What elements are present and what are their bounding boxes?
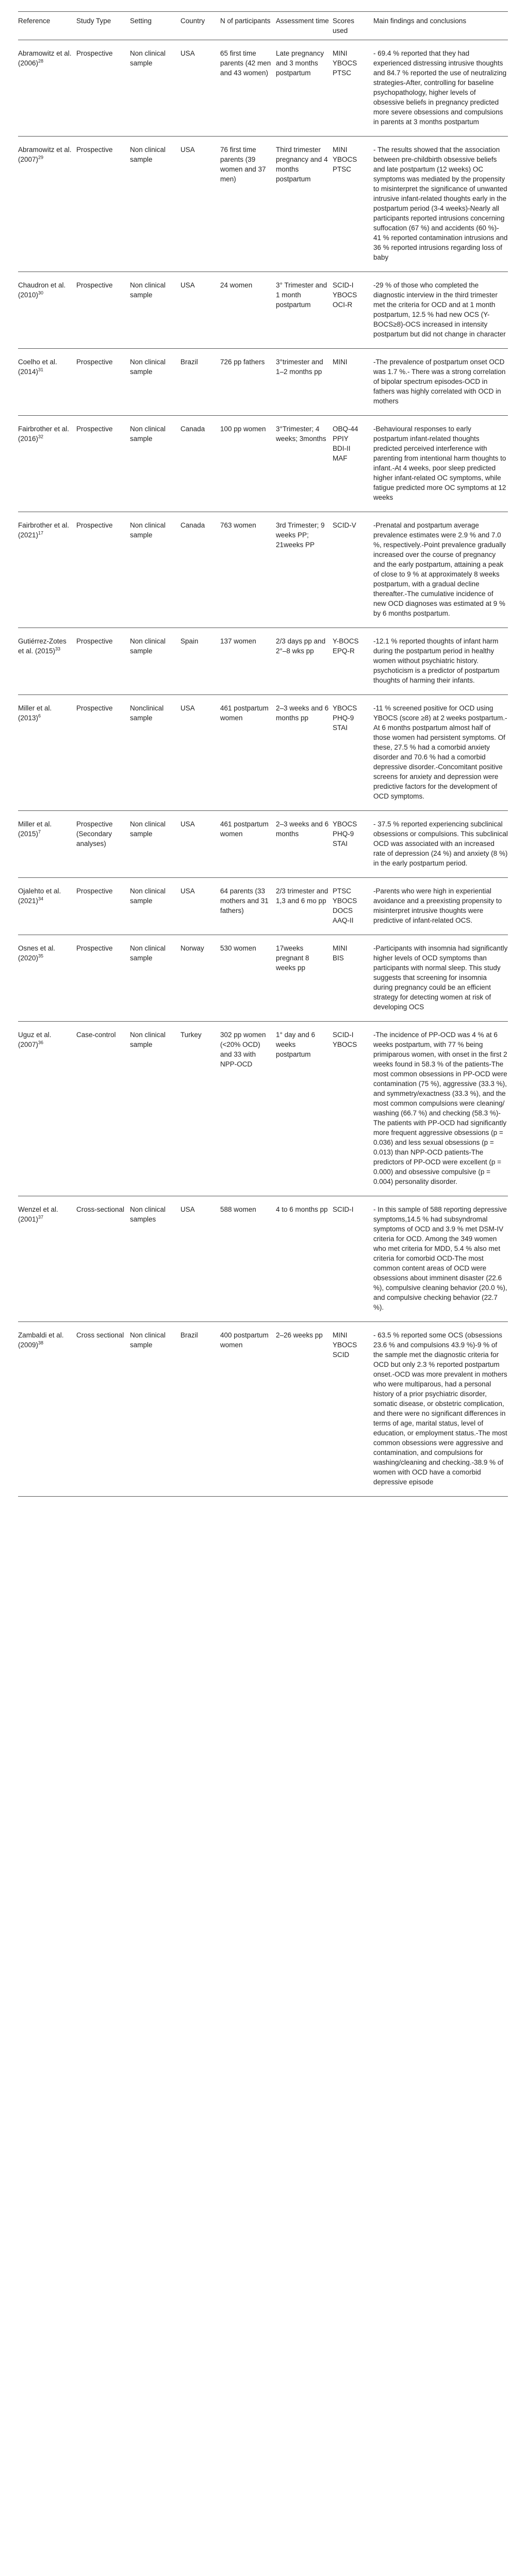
reference-cell xyxy=(18,1322,76,1497)
participants-cell: 302 pp women (<20% OCD) and 33 with NPP-OCD xyxy=(220,1031,266,1068)
reference-cell xyxy=(18,272,76,349)
citation-number: 35 xyxy=(38,953,44,959)
table-row xyxy=(18,416,508,512)
assessment-time-cell: 17weeks pregnant 8 weeks pp xyxy=(276,944,309,972)
column-header: Setting xyxy=(130,12,180,40)
reference-cell xyxy=(18,40,76,137)
country-cell: Brazil xyxy=(180,1331,198,1339)
findings-cell: - In this sample of 588 reporting depressive symptoms,14.5 % had subsyndromal symptoms of OCD and 3.9 % met DSM-IV criteria for OCD. Among the 349 women who met criteria for MDD, 5.4 % also met criteria for comorbid OCD-The most common content areas of OCD were obsessions about imminent disaster (22.6 %), compulsive cleaning behavior (20.0 %), and compulsive checking behavior (22.7 %). xyxy=(373,1206,507,1311)
reference-text: Wenzel et al. (2001) xyxy=(18,1206,58,1223)
score-item: SCID-I xyxy=(333,281,354,289)
participants-cell: 100 pp women xyxy=(220,425,266,433)
findings-cell: -Behavioural responses to early postpartum infant-related thoughts predicted perceived interference with parenting from intentional harm thoughts to infant.-At 4 weeks, poor sleep predicted higher infant-related OC symptoms, while fatigue predicted more OC symptoms at 12 weeks xyxy=(373,425,506,501)
setting-cell: Non clinical sample xyxy=(130,358,166,376)
participants-cell: 76 first time parents (39 women and 37 men) xyxy=(220,146,266,183)
participants-cell: 588 women xyxy=(220,1206,256,1213)
score-item: MAF xyxy=(333,454,348,462)
setting-cell: Non clinical sample xyxy=(130,1331,166,1349)
assessment-time-cell: 4 to 6 months pp xyxy=(276,1206,328,1213)
country-cell: Turkey xyxy=(180,1031,202,1039)
scores-cell xyxy=(333,628,373,695)
score-item: OBQ-44 xyxy=(333,425,358,433)
study-type-cell: Prospective (Secondary analyses) xyxy=(76,820,113,848)
scores-cell xyxy=(333,811,373,878)
scores-cell xyxy=(333,695,373,811)
table-row xyxy=(18,40,508,137)
score-item: BDI-II xyxy=(333,445,351,452)
findings-cell: - 69.4 % reported that they had experienced distressing intrusive thoughts and 84.7 % reported the use of neutralizing strategies-After, controlling for baseline psychopathology, higher levels of obsessive beliefs in pregnancy predicted more severe obsessions and compulsions in parents at 3 months postpartum xyxy=(373,49,507,126)
findings-cell: -Parents who were high in experiential avoidance and a preexisting propensity to misinterpret intrusive thoughts were predictive of infant-related OCS. xyxy=(373,887,502,924)
setting-cell: Non clinical samples xyxy=(130,1206,166,1223)
findings-cell: -11 % screened positive for OCD using YBOCS (score ≥8) at 2 weeks postpartum.-At 6 months postpartum almost half of those women had persistent symptoms. Of these, 27.5 % had a comorbid anxiety disorder and 70.6 % had a comorbid depressive disorder.-Concomitant positive screens for anxiety and depression were predictive factors for the development of OCD symptoms. xyxy=(373,704,507,800)
score-item: YBOCS xyxy=(333,156,357,163)
reference-text: Miller et al. (2013) xyxy=(18,704,52,722)
study-type-cell: Prospective xyxy=(76,887,113,895)
findings-cell: - 63.5 % reported some OCS (obsessions 23.6 % and compulsions 43.9 %)-9 % of the sample met the diagnostic criteria for OCD but only 2.3 % reported postpartum onset.-OCD was more prevalent in mothers who were multiparous, had a personal history of a prior psychiatric disorder, somatic disease, or obstetric complication, and there were no significant differences in terms of age, marital status, level of education, or employment status.-The most common obsessions were aggressive and contamination, and compulsions for washing/cleaning and checking.-38.9 % of women with OCD have a comorbid depressive episode xyxy=(373,1331,507,1486)
assessment-time-cell: 1° day and 6 weeks postpartum xyxy=(276,1031,315,1058)
setting-cell: Non clinical sample xyxy=(130,637,166,655)
assessment-time-cell: 2/3 trimester and 1,3 and 6 mo pp xyxy=(276,887,328,905)
score-item: MINI xyxy=(333,146,348,154)
citation-number: 32 xyxy=(38,434,44,439)
citation-number: 29 xyxy=(38,155,44,160)
score-item: YBOCS xyxy=(333,897,357,905)
reference-cell xyxy=(18,695,76,811)
reference-cell xyxy=(18,349,76,416)
citation-number: 37 xyxy=(38,1214,44,1220)
findings-cell: -12.1 % reported thoughts of infant harm during the postpartum period in healthy women without psychiatric history. psychoticism is a predictor of postpartum thoughts of harming their infants. xyxy=(373,637,500,684)
country-cell: USA xyxy=(180,704,195,712)
country-cell: USA xyxy=(180,887,195,895)
country-cell: USA xyxy=(180,1206,195,1213)
study-type-cell: Prospective xyxy=(76,425,113,433)
reference-cell xyxy=(18,137,76,272)
study-table xyxy=(18,11,508,1497)
score-item: BIS xyxy=(333,954,344,962)
participants-cell: 763 women xyxy=(220,521,256,529)
score-item: MINI xyxy=(333,358,348,366)
findings-cell: -Prenatal and postpartum average prevalence estimates were 2.9 % and 7.0 %, respectively.-Point prevalence gradually increased over the course of pregnancy and the early postpartum, attaining a peak of close to 9 % at approximately 8 weeks postpartum, with a gradual decline thereafter.-The cumulative incidence of new OCD diagnoses was estimated at 9 % by 6 months postpartum. xyxy=(373,521,506,617)
setting-cell: Non clinical sample xyxy=(130,521,166,539)
score-item: YBOCS xyxy=(333,291,357,299)
setting-cell: Non clinical sample xyxy=(130,1031,166,1048)
score-item: DOCS xyxy=(333,907,353,914)
scores-cell xyxy=(333,512,373,628)
assessment-time-cell: 2–3 weeks and 6 months xyxy=(276,820,329,838)
country-cell: Canada xyxy=(180,425,205,433)
citation-number: 38 xyxy=(38,1340,44,1346)
score-item: PHQ-9 xyxy=(333,714,354,722)
reference-cell xyxy=(18,935,76,1022)
table-row xyxy=(18,137,508,272)
scores-cell xyxy=(333,349,373,416)
country-cell: Canada xyxy=(180,521,205,529)
reference-text: Fairbrother et al. (2016) xyxy=(18,425,70,443)
table-row xyxy=(18,935,508,1022)
score-item: MINI xyxy=(333,1331,348,1339)
score-item: SCID-V xyxy=(333,521,356,529)
participants-cell: 137 women xyxy=(220,637,256,645)
reference-cell xyxy=(18,628,76,695)
reference-text: Zambaldi et al. (2009) xyxy=(18,1331,64,1349)
citation-number: 17 xyxy=(38,530,44,536)
scores-cell xyxy=(333,1022,373,1196)
column-header: Assessment time xyxy=(276,12,333,40)
reference-text: Chaudron et al. (2010) xyxy=(18,281,66,299)
column-header: Study Type xyxy=(76,12,130,40)
setting-cell: Non clinical sample xyxy=(130,820,166,838)
score-item: YBOCS xyxy=(333,704,357,712)
citation-number: 33 xyxy=(55,646,61,652)
study-type-cell: Cross sectional xyxy=(76,1331,124,1339)
score-item: PPIY xyxy=(333,435,349,443)
setting-cell: Non clinical sample xyxy=(130,944,166,962)
country-cell: Brazil xyxy=(180,358,198,366)
reference-cell xyxy=(18,1022,76,1196)
study-type-cell: Prospective xyxy=(76,281,113,289)
citation-number: 7 xyxy=(38,829,41,835)
table-row xyxy=(18,878,508,935)
score-item: MINI xyxy=(333,49,348,57)
participants-cell: 64 parents (33 mothers and 31 fathers) xyxy=(220,887,269,914)
reference-text: Gutiérrez-Zotes et al. (2015) xyxy=(18,637,67,655)
scores-cell xyxy=(333,1196,373,1322)
table-row xyxy=(18,1322,508,1497)
study-type-cell: Cross-sectional xyxy=(76,1206,125,1213)
citation-number: 6 xyxy=(38,713,41,719)
study-type-cell: Prospective xyxy=(76,49,113,57)
score-item: OCI-R xyxy=(333,301,353,309)
score-item: Y-BOCS xyxy=(333,637,359,645)
country-cell: USA xyxy=(180,146,195,154)
table-row xyxy=(18,1022,508,1196)
reference-text: Osnes et al. (2020) xyxy=(18,944,56,962)
scores-cell xyxy=(333,416,373,512)
setting-cell: Non clinical sample xyxy=(130,887,166,905)
study-type-cell: Prospective xyxy=(76,146,113,154)
assessment-time-cell: 3°trimester and 1–2 months pp xyxy=(276,358,323,376)
reference-cell xyxy=(18,1196,76,1322)
participants-cell: 400 postpartum women xyxy=(220,1331,269,1349)
table-row xyxy=(18,512,508,628)
score-item: SCID-I xyxy=(333,1031,354,1039)
reference-text: Abramowitz et al. (2007) xyxy=(18,146,72,163)
findings-cell: -29 % of those who completed the diagnostic interview in the third trimester met the criteria for OCD and at 1 month postpartum, 12.5 % had new OCS (Y-BOCS≥8)-OCS increased in intensity postpartum but did not change in character xyxy=(373,281,506,338)
study-type-cell: Prospective xyxy=(76,358,113,366)
citation-number: 31 xyxy=(38,367,44,372)
table-header xyxy=(18,12,508,40)
findings-cell: -Participants with insomnia had significantly higher levels of OCD symptoms than participants with normal sleep. This study suggests that screening for insomnia during pregnancy could be an efficient strategy for detecting women at risk of developing OCS xyxy=(373,944,508,1011)
table-row xyxy=(18,1196,508,1322)
column-header: N of participants xyxy=(220,12,276,40)
score-item: STAI xyxy=(333,840,348,848)
score-item: PTSC xyxy=(333,887,352,895)
reference-text: Miller et al. (2015) xyxy=(18,820,52,838)
column-header: Scores used xyxy=(333,12,373,40)
score-item: PHQ-9 xyxy=(333,830,354,838)
citation-number: 34 xyxy=(38,896,44,902)
reference-text: Ojalehto et al. (2021) xyxy=(18,887,61,905)
score-item: PTSC xyxy=(333,165,352,173)
assessment-time-cell: 2–26 weeks pp xyxy=(276,1331,323,1339)
reference-text: Abramowitz et al. (2006) xyxy=(18,49,72,67)
country-cell: USA xyxy=(180,49,195,57)
score-item: AAQ-II xyxy=(333,917,354,924)
scores-cell xyxy=(333,272,373,349)
assessment-time-cell: Third trimester pregnancy and 4 months postpartum xyxy=(276,146,328,183)
study-table-container xyxy=(18,11,508,1497)
column-header: Country xyxy=(180,12,220,40)
reference-text: Fairbrother et al. (2021) xyxy=(18,521,70,539)
country-cell: Spain xyxy=(180,637,199,645)
citation-number: 36 xyxy=(38,1040,44,1045)
table-row xyxy=(18,628,508,695)
participants-cell: 24 women xyxy=(220,281,253,289)
assessment-time-cell: 3° Trimester and 1 month postpartum xyxy=(276,281,327,309)
reference-cell xyxy=(18,416,76,512)
reference-text: Uguz et al. (2007) xyxy=(18,1031,52,1048)
score-item: YBOCS xyxy=(333,59,357,67)
assessment-time-cell: 2/3 days pp and 2°–8 wks pp xyxy=(276,637,326,655)
reference-cell xyxy=(18,512,76,628)
setting-cell: Non clinical sample xyxy=(130,281,166,299)
scores-cell xyxy=(333,40,373,137)
study-type-cell: Prospective xyxy=(76,637,113,645)
setting-cell: Nonclinical sample xyxy=(130,704,164,722)
table-row xyxy=(18,272,508,349)
assessment-time-cell: Late pregnancy and 3 months postpartum xyxy=(276,49,324,77)
country-cell: USA xyxy=(180,281,195,289)
score-item: YBOCS xyxy=(333,1341,357,1349)
score-item: MINI xyxy=(333,944,348,952)
findings-cell: - The results showed that the association between pre-childbirth obsessive beliefs and late postpartum (12 weeks) OC symptoms was mediated by the propensity to misinterpret the significance of unwanted intrusive infant-related thoughts early in the postpartum period (3-4 weeks)-Nearly all participants reported intrusions concerning suffocation (67 %) and accidents (60 %)- 41 % reported contamination intrusions and 36 % reported intrusions regarding loss of baby xyxy=(373,146,508,261)
table-row xyxy=(18,811,508,878)
score-item: YBOCS xyxy=(333,1041,357,1048)
citation-number: 28 xyxy=(38,58,44,64)
study-type-cell: Case-control xyxy=(76,1031,116,1039)
assessment-time-cell: 2–3 weeks and 6 months pp xyxy=(276,704,329,722)
citation-number: 30 xyxy=(38,290,44,296)
findings-cell: -The prevalence of postpartum onset OCD was 1.7 %.- There was a strong correlation of bipolar spectrum episodes-OCD in fathers was highly correlated with OCD in mothers xyxy=(373,358,506,405)
reference-text: Coelho et al. (2014) xyxy=(18,358,57,376)
score-item: YBOCS xyxy=(333,820,357,828)
score-item: SCID xyxy=(333,1351,350,1359)
scores-cell xyxy=(333,1322,373,1497)
study-type-cell: Prospective xyxy=(76,704,113,712)
reference-cell xyxy=(18,878,76,935)
study-type-cell: Prospective xyxy=(76,521,113,529)
setting-cell: Non clinical sample xyxy=(130,49,166,67)
participants-cell: 530 women xyxy=(220,944,256,952)
assessment-time-cell: 3rd Trimester; 9 weeks PP; 21weeks PP xyxy=(276,521,325,549)
table-row xyxy=(18,695,508,811)
table-body xyxy=(18,40,508,1497)
findings-cell: - 37.5 % reported experiencing subclinical obsessions or compulsions. This subclinical OCD was associated with an increased rate of depression (24 %) and anxiety (8 %) in the early postpartum period. xyxy=(373,820,508,867)
assessment-time-cell: 3°Trimester; 4 weeks; 3months xyxy=(276,425,326,443)
scores-cell xyxy=(333,137,373,272)
table-row xyxy=(18,349,508,416)
findings-cell: -The incidence of PP-OCD was 4 % at 6 weeks postpartum, with 77 % being primiparous women, with onset in the first 2 weeks found in 58.3 % of the patients-The most common obsessions in PP-OCD were contamination (75 %), aggressive (33.3 %), and symmetry/exactness (33.3 %), and the most common compulsions were cleaning/ washing (66.7 %) and checking (58.3 %)-The patients with PP-OCD had significantly more frequent aggressive obsessions (p = 0.036) and less sexual obsessions (p = 0.013) than NPP-OCD patients-The predictors of PP-OCD were excellent (p = 0.000) and obsessive compulsive (p = 0.004) personality disorder. xyxy=(373,1031,507,1185)
participants-cell: 461 postpartum women xyxy=(220,704,269,722)
reference-cell xyxy=(18,811,76,878)
scores-cell xyxy=(333,935,373,1022)
score-item: SCID-I xyxy=(333,1206,354,1213)
score-item: EPQ-R xyxy=(333,647,355,655)
header-row xyxy=(18,12,508,40)
study-type-cell: Prospective xyxy=(76,944,113,952)
score-item: PTSC xyxy=(333,69,352,77)
column-header: Main findings and conclusions xyxy=(373,12,508,40)
column-header: Reference xyxy=(18,12,76,40)
country-cell: Norway xyxy=(180,944,204,952)
country-cell: USA xyxy=(180,820,195,828)
scores-cell xyxy=(333,878,373,935)
participants-cell: 726 pp fathers xyxy=(220,358,265,366)
participants-cell: 461 postpartum women xyxy=(220,820,269,838)
participants-cell: 65 first time parents (42 men and 43 women) xyxy=(220,49,271,77)
setting-cell: Non clinical sample xyxy=(130,425,166,443)
score-item: STAI xyxy=(333,724,348,732)
setting-cell: Non clinical sample xyxy=(130,146,166,163)
